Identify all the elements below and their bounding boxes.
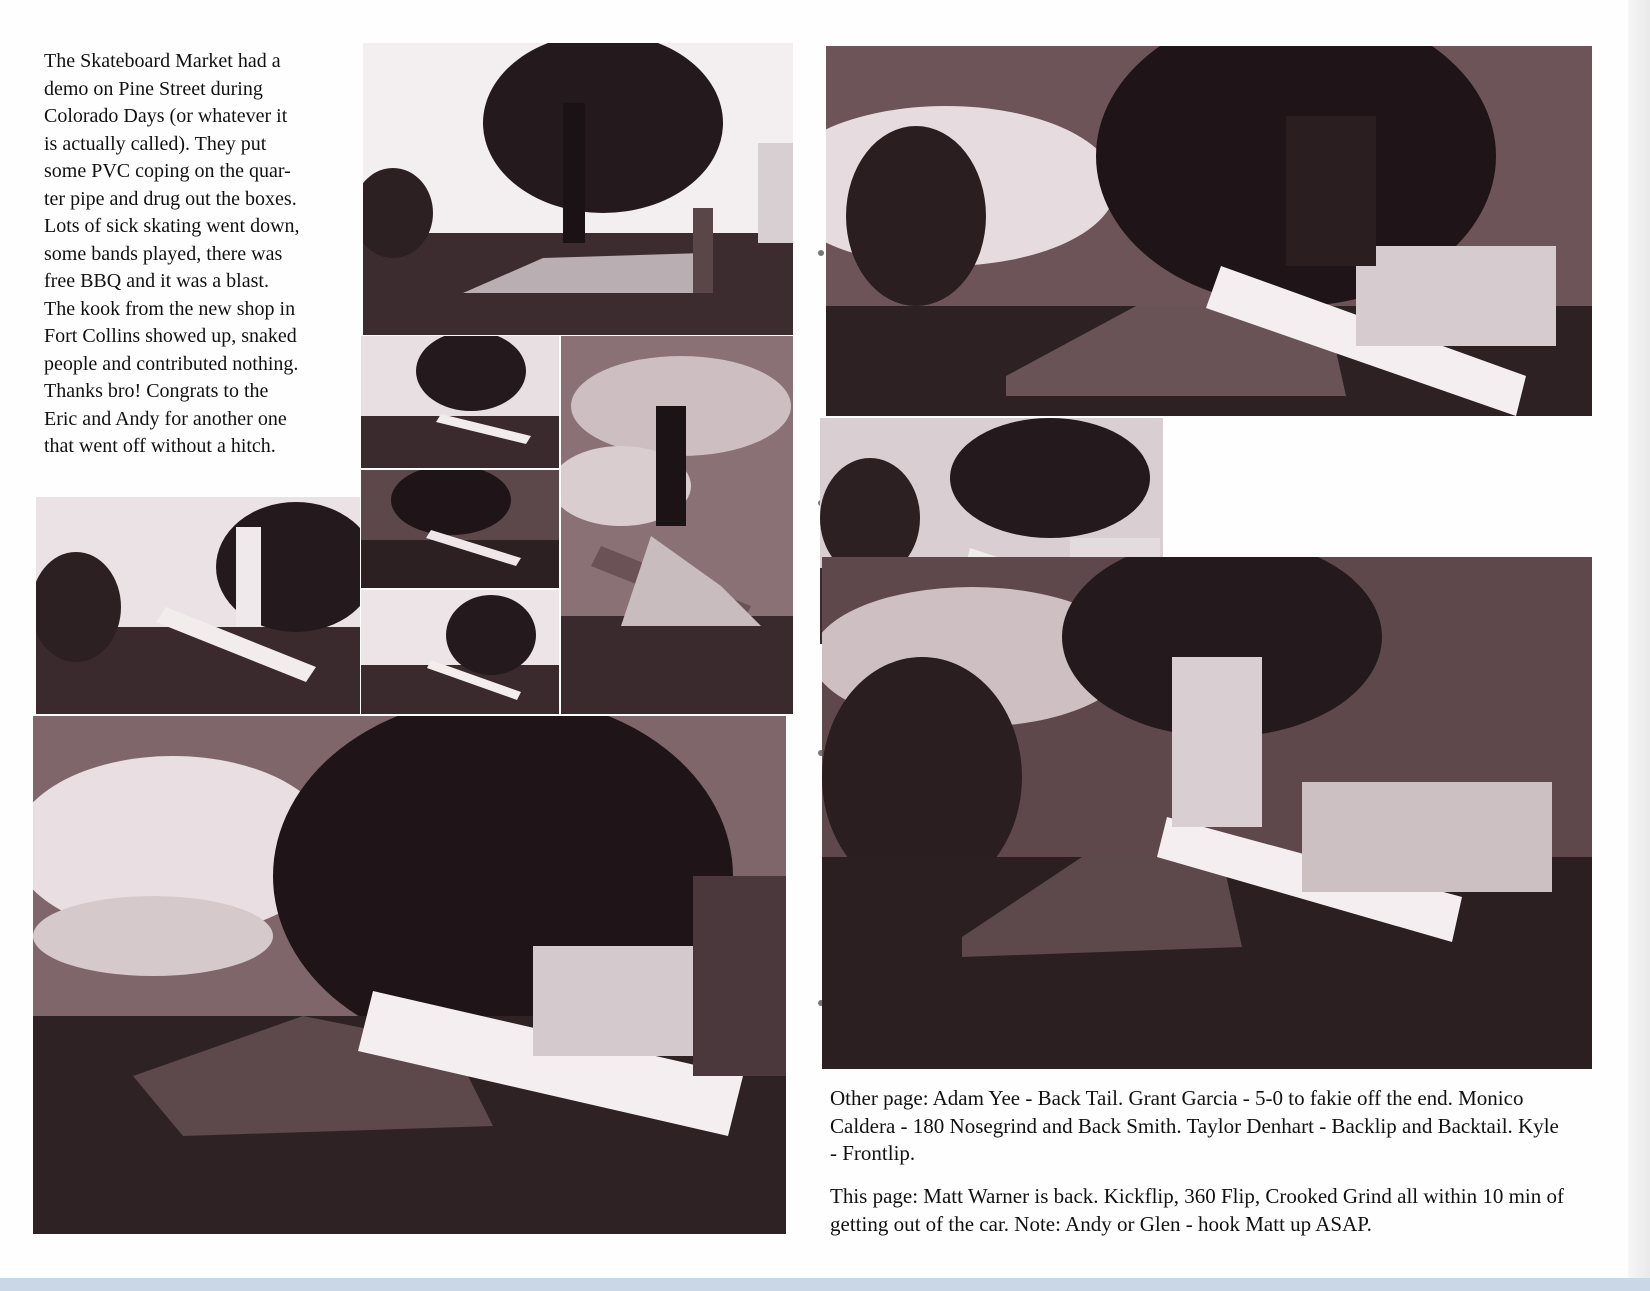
intro-text: The Skateboard Market had a demo on Pine Street during Colorado Days (or whatever it is actually called). They put some PVC coping on the quar- ter pipe and drug out the boxes. Lots of sick skating went down, some bands played, there was free BBQ and it was a blast. The kook from the new shop in Fort Collins showed up, snaked people and contributed nothing. Thanks bro! Congrats to the Eric and Andy for another one that went off without a hitch.	[44, 50, 300, 457]
photo-box-slide	[36, 497, 360, 714]
photo-quarter-pipe-ollie	[561, 336, 793, 714]
photo-rail-small-1	[361, 336, 559, 468]
caption-this-page: This page: Matt Warner is back. Kickflip, 360 Flip, Crooked Grind all within 10 min of getting out of the car. Note: Andy or Glen - hook Matt up ASAP.	[830, 1184, 1564, 1236]
page-edge	[1628, 0, 1650, 1291]
binding-hole	[818, 250, 824, 256]
photo-crooked-grind	[822, 557, 1592, 1069]
caption-other-page: Other page: Adam Yee - Back Tail. Grant Garcia - 5-0 to fakie off the end. Monico Caldera - 180 Nosegrind and Back Smith. Taylor Denhart - Backlip and Backtail. Kyle - Frontlip.	[830, 1086, 1559, 1165]
photo-rail-small-2	[361, 470, 559, 588]
photo-box-grind-large	[33, 716, 786, 1234]
photo-kickflip-box	[826, 46, 1592, 416]
photo-quarter-pipe-air	[363, 43, 793, 335]
photo-rail-small-3	[361, 590, 559, 714]
scanner-edge	[0, 1278, 1650, 1291]
